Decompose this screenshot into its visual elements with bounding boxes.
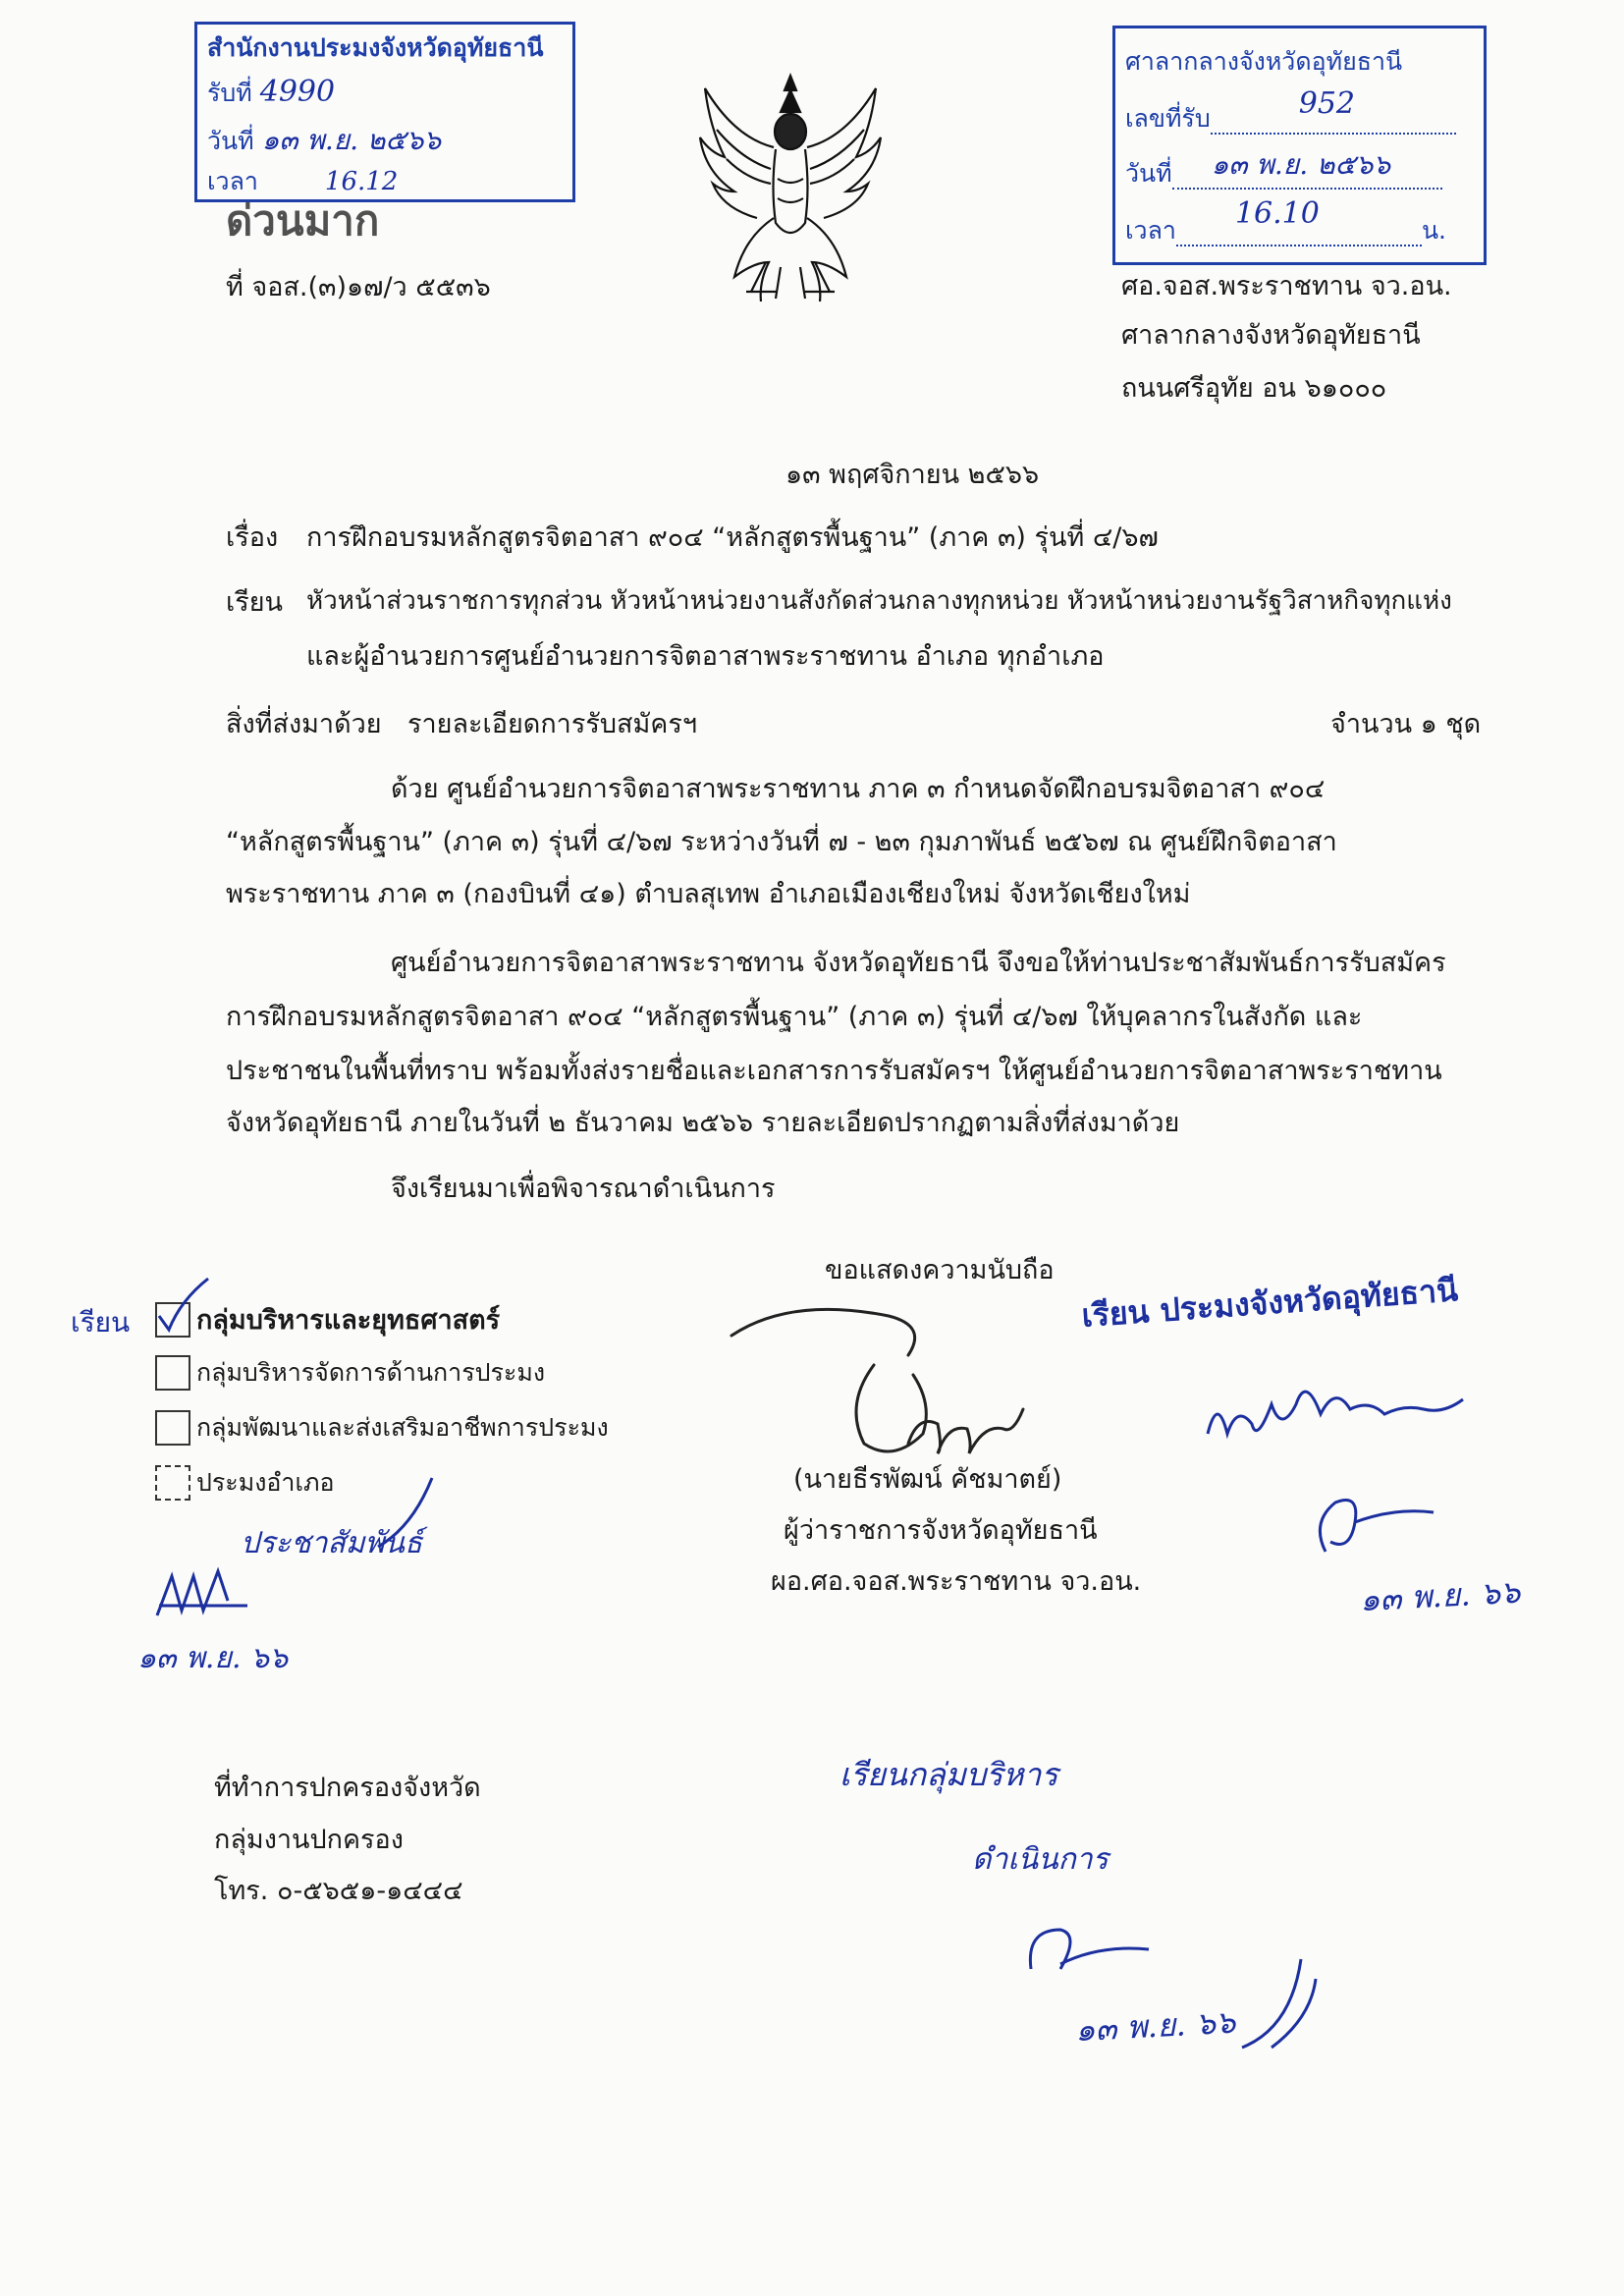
routing-option	[155, 1353, 545, 1393]
stamp-date-label: วันที่	[1125, 159, 1172, 188]
sender-address-line: ศาลากลางจังหวัดอุทัยธานี	[1121, 320, 1421, 351]
paragraph-line: พระราชทาน ภาค ๓ (กองบินที่ ๔๑) ตำบลสุเทพ อำเภอเมืองเชียงใหม่ จังหวัดเชียงใหม่	[226, 879, 1191, 909]
signer-title: ผู้ว่าราชการจังหวัดอุทัยธานี	[784, 1515, 1098, 1546]
signer-name: (นายธีรพัฒน์ คัชมาตย์)	[793, 1464, 1062, 1495]
stamp-received-label: รับที่	[207, 79, 252, 107]
stamp-office: ศาลากลางจังหวัดอุทัยธานี	[1125, 47, 1403, 76]
stamp-received-number: 952	[1298, 86, 1355, 121]
recipient-line: และผู้อำนวยการศูนย์อำนวยการจิตอาสาพระราชทาน อำเภอ ทุกอำเภอ	[306, 641, 1105, 672]
stamp-office: สำนักงานประมงจังหวัดอุทัยธานี	[207, 33, 544, 62]
stamp-date-label: วันที่	[207, 127, 254, 155]
routing-option	[155, 1463, 335, 1503]
routing-option	[155, 1298, 500, 1340]
stamp-time-label: เวลา	[1125, 216, 1176, 245]
routing-initials	[147, 1561, 285, 1630]
routing-option-label: กลุ่มบริหารและยุทธศาสตร์	[196, 1305, 501, 1336]
footer-line: ที่ทำการปกครองจังหวัด	[214, 1773, 481, 1803]
routing-option-label: กลุ่มพัฒนาและส่งเสริมอาชีพการประมง	[196, 1413, 609, 1442]
footer-line: โทร. ๐-๕๖๕๑-๑๔๔๔	[214, 1876, 463, 1906]
stamp-date-value: ๑๓ พ.ย. ๒๕๖๖	[1211, 148, 1391, 181]
handwritten-initials	[1021, 1920, 1159, 1989]
enclosure-quantity: จำนวน ๑ ชุด	[1330, 709, 1482, 739]
stamp-received-label: เลขที่รับ	[1125, 104, 1211, 133]
stamp-time-value: 16.12	[324, 167, 399, 196]
paragraph-line: ประชาชนในพื้นที่ทราบ พร้อมทั้งส่งรายชื่อและเอกสารการรับสมัครฯ ให้ศูนย์อำนวยการจิตอาสาพระราชทาน	[226, 1056, 1442, 1086]
receiving-stamp-left	[194, 22, 575, 202]
garuda-emblem	[687, 71, 893, 306]
routing-date: ๑๓ พ.ย. ๖๖	[137, 1641, 289, 1675]
paragraph-line: ศูนย์อำนวยการจิตอาสาพระราชทาน จังหวัดอุทัยธานี จึงขอให้ท่านประชาสัมพันธ์การรับสมัคร	[391, 948, 1446, 978]
sender-address-line: ศอ.จอส.พระราชทาน จว.อน.	[1121, 271, 1452, 301]
document-date: ๑๓ พฤศจิกายน ๒๕๖๖	[785, 460, 1040, 490]
urgency-label: ด่วนมาก	[226, 196, 380, 245]
checkbox[interactable]	[155, 1302, 190, 1338]
paragraph-line: ด้วย ศูนย์อำนวยการจิตอาสาพระราชทาน ภาค ๓ กำหนดจัดฝึกอบรมจิตอาสา ๙๐๔	[391, 774, 1326, 804]
stamp-time-label: เวลา	[207, 167, 258, 195]
handwritten-date: ๑๓ พ.ย. ๖๖	[1359, 1572, 1522, 1619]
sender-address-line: ถนนศรีอุทัย อน ๖๑๐๐๐	[1121, 373, 1387, 404]
routing-option	[155, 1408, 609, 1448]
handwritten-note-line: ดำเนินการ	[972, 1842, 1109, 1877]
routing-label: เรียน	[71, 1306, 131, 1339]
signer-title: ผอ.ศอ.จอส.พระราชทาน จว.อน.	[771, 1566, 1142, 1597]
routing-option-label: ประมงอำเภอ	[196, 1468, 335, 1497]
enclosure-label: สิ่งที่ส่งมาด้วย	[226, 709, 382, 739]
routing-option-label: กลุ่มบริหารจัดการด้านการประมง	[196, 1358, 546, 1387]
paragraph-line: จังหวัดอุทัยธานี ภายในวันที่ ๒ ธันวาคม ๒๕๖๖ รายละเอียดปรากฏตามสิ่งที่ส่งมาด้วย	[226, 1108, 1180, 1138]
stamp-received-number: 4990	[259, 75, 336, 109]
routing-note: ประชาสัมพันธ์	[241, 1526, 423, 1560]
paragraph-line: การฝึกอบรมหลักสูตรจิตอาสา ๙๐๔ “หลักสูตรพื้นฐาน” (ภาค ๓) รุ่นที่ ๔/๖๗ ให้บุคลากรในสังกัด และ	[226, 1002, 1363, 1032]
handwritten-date: ๑๓ พ.ย. ๖๖	[1074, 2002, 1237, 2050]
stamp-time-value: 16.10	[1234, 196, 1320, 231]
routing-stroke	[373, 1473, 442, 1556]
stamp-time-suffix: น.	[1421, 216, 1446, 245]
footer-line: กลุ่มงานปกครอง	[214, 1825, 404, 1855]
handwritten-scribble	[1203, 1375, 1517, 1453]
checkbox[interactable]	[155, 1465, 190, 1501]
handwritten-note-line: เรียนกลุ่มบริหาร	[839, 1756, 1058, 1793]
closing-request: จึงเรียนมาเพื่อพิจารณาดำเนินการ	[391, 1174, 776, 1204]
enclosure-text: รายละเอียดการรับสมัครฯ	[407, 709, 697, 739]
handwritten-heading: เรียน ประมงจังหวัดอุทัยธานี	[1080, 1271, 1460, 1335]
checkbox[interactable]	[155, 1355, 190, 1391]
checkbox[interactable]	[155, 1410, 190, 1446]
reference-number: ที่ จอส.(๓)๑๗/ว ๕๕๓๖	[226, 272, 491, 302]
handwritten-stroke	[1232, 1949, 1321, 2061]
paragraph-line: “หลักสูตรพื้นฐาน” (ภาค ๓) รุ่นที่ ๔/๖๗ ระหว่างวันที่ ๗ - ๒๓ กุมภาพันธ์ ๒๕๖๗ ณ ศูนย์ฝึกจิตอาสา	[226, 827, 1337, 857]
recipient-label: เรียน	[226, 587, 284, 618]
recipient-line: หัวหน้าส่วนราชการทุกส่วน หัวหน้าหน่วยงานสังกัดส่วนกลางทุกหน่วย หัวหน้าหน่วยงานรัฐวิสาหกิจทุกแห่ง	[306, 586, 1452, 616]
governor-signature	[727, 1296, 1100, 1473]
subject-label: เรื่อง	[226, 522, 279, 553]
checkmark-icon	[153, 1277, 212, 1336]
handwritten-initials	[1306, 1483, 1443, 1561]
receiving-stamp-right	[1112, 26, 1487, 265]
stamp-date-value: ๑๓ พ.ย. ๒๕๖๖	[261, 124, 442, 156]
subject-text: การฝึกอบรมหลักสูตรจิตอาสา ๙๐๔ “หลักสูตรพื้นฐาน” (ภาค ๓) รุ่นที่ ๔/๖๗	[306, 522, 1159, 553]
regards: ขอแสดงความนับถือ	[825, 1255, 1055, 1285]
